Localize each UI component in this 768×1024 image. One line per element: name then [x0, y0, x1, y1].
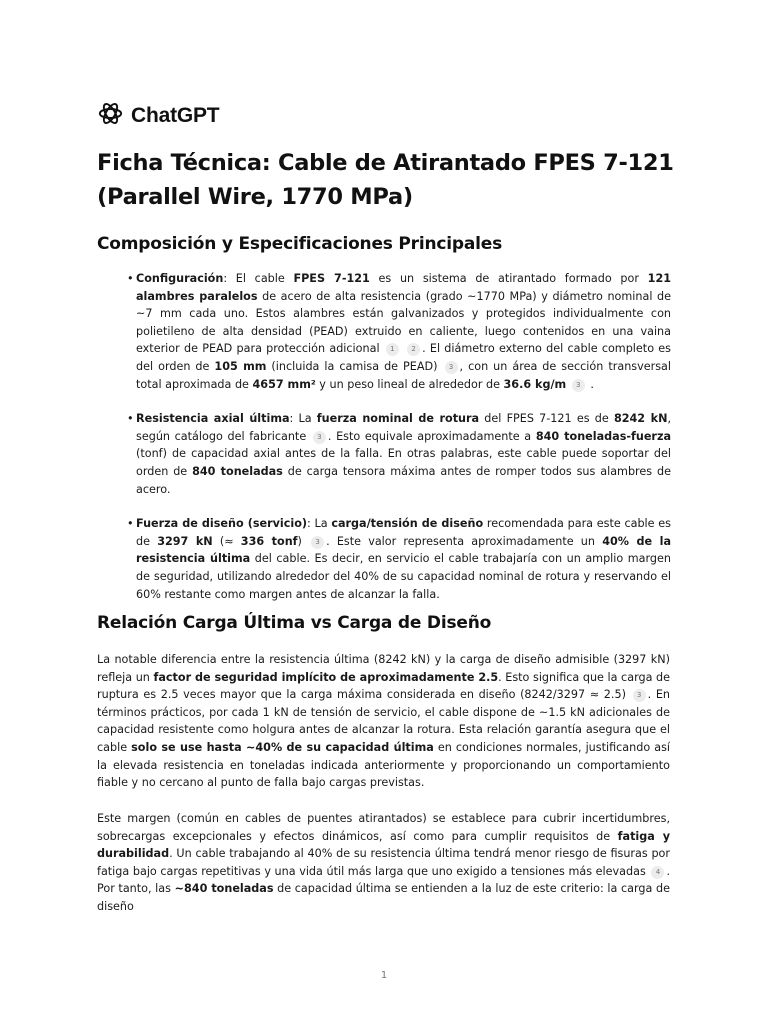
- citation-badge[interactable]: 4: [651, 866, 664, 879]
- paragraph-safety-factor: La notable diferencia entre la resistencia última (8242 kN) y la carga de diseño admisible (3297 kN) refleja un factor de seguridad implícito de aproximadamente 2.5. Esto significa que la carga de ruptura es 2.5 veces mayor que la carga máxima considerada en diseño (8242/3297 ≈ 2.5) 3 . En términos prácticos, por cada 1 kN de tensión de servicio, el cable dispone de ~1.5 kN adicionales de capacidad resistente como holgura antes de alcanzar la rotura. Esta relación garantía asegura que el cable solo se use hasta ~40% de su capacidad última en condiciones normales, justificando así la elevada resistencia en toneladas indicada anteriormente y proporcionando un comportamiento fiable y no cercano al punto de falla bajo cargas previstas.: [97, 653, 671, 790]
- citation-badge[interactable]: 3: [313, 431, 326, 444]
- page-number: 1: [380, 970, 388, 981]
- spec-item-design-force: • Fuerza de diseño (servicio): La carga/tensión de diseño recomendada para este cable es de 3297 kN (≈ 336 tonf) 3 . Este valor representa aproximadamente un 40% de la resistencia última del cable. Es decir, en servicio el cable trabajaría con un amplio margen de seguridad, utilizando alrededor del 40% de su capacidad nominal de rotura y reservando el 60% restante como margen antes de alcanzar la falla.: [127, 515, 671, 603]
- openai-logo-icon: [97, 100, 124, 131]
- citation-badge[interactable]: 2: [407, 343, 420, 356]
- citation-badge[interactable]: 1: [386, 343, 399, 356]
- brand-logo: [97, 100, 219, 131]
- specs-list: [127, 270, 671, 620]
- paragraph-margin: Este margen (común en cables de puentes atirantados) se establece para cubrir incertidumbres, sobrecargas excepcionales y efectos dinámicos, así como para cumplir requisitos de fatiga y durabilidad. Un cable trabajando al 40% de su resistencia última tendrá menor riesgo de fisuras por fatiga bajo cargas repetitivas y una vida útil más larga que uno exigido a tensiones más elevadas 4 . Por tanto, las ~840 toneladas de capacidad última se entienden a la luz de este criterio: la carga de diseño: [97, 812, 670, 913]
- citation-badge[interactable]: 3: [633, 689, 646, 702]
- page-title-line-1: Ficha Técnica: Cable de Atirantado FPES 7-121: [97, 150, 674, 176]
- section-heading-composition: Composición y Especificaciones Principales: [97, 234, 503, 254]
- section-heading-load-relation: Relación Carga Última vs Carga de Diseño: [97, 613, 492, 633]
- citation-badge[interactable]: 3: [572, 379, 585, 392]
- page-title: [97, 146, 697, 214]
- citation-badge[interactable]: 3: [445, 361, 458, 374]
- brand-name: ChatGPT: [131, 103, 220, 127]
- spec-item-ultimate-resistance: • Resistencia axial última: La fuerza nominal de rotura del FPES 7-121 es de 8242 kN, según catálogo del fabricante 3 . Esto equivale aproximadamente a 840 toneladas-fuerza (tonf) de capacidad axial antes de la falla. En otras palabras, este cable puede soportar del orden de 840 toneladas de carga tensora máxima antes de romper todos sus alambres de acero.: [127, 410, 671, 498]
- spec-item-configuration: • Configuración: El cable FPES 7-121 es un sistema de atirantado formado por 121 alambres paralelos de acero de alta resistencia (grado ~1770 MPa) y diámetro nominal de ~7 mm cada uno. Estos alambres están galvanizados y protegidos individualmente con polietileno de alta densidad (PEAD) extruido en caliente, luego contenidos en una vaina exterior de PEAD para protección adicional 1 2 . El diámetro externo del cable completo es del orden de 105 mm (incluida la camisa de PEAD) 3 , con un área de sección transversal total aproximada de 4657 mm² y un peso lineal de alrededor de 36.6 kg/m 3 .: [127, 270, 671, 393]
- citation-badge[interactable]: 3: [311, 536, 324, 549]
- page-title-line-2: (Parallel Wire, 1770 MPa): [97, 184, 413, 210]
